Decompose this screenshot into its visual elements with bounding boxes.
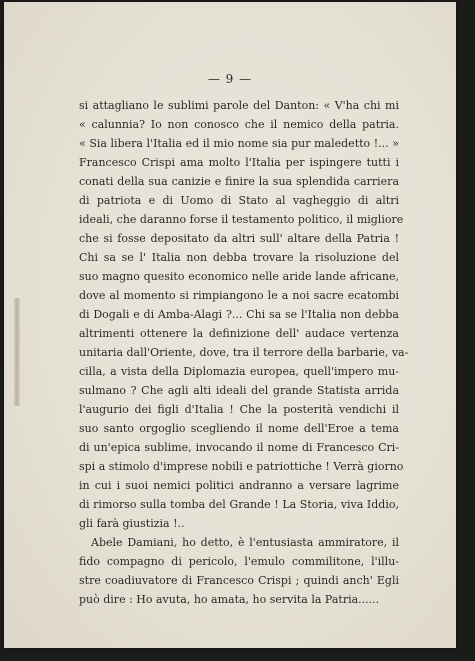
- book-page: [4, 2, 456, 648]
- body-text: [79, 96, 409, 609]
- text-line: dove al momento si rimpiangono le a noi sacre ecatombi: [79, 289, 399, 302]
- text-line: Chi sa se l' Italia non debba trovare la risoluzione del: [79, 251, 399, 264]
- text-line: di Dogali e di Amba-Alagi ?... Chi sa se l'Italia non debba: [79, 308, 399, 321]
- text-line: conati della sua canizie e finire la sua splendida carriera: [79, 175, 399, 188]
- text-line: suo magno quesito economico nelle aride lande africane,: [79, 270, 399, 283]
- text-line: di un'epica sublime, invocando il nome di Francesco Cri-: [79, 441, 399, 454]
- text-line: che si fosse depositato da altri sull' altare della Patria !: [79, 232, 399, 245]
- text-line: di patriota e di Uomo di Stato al vagheggio di altri: [79, 194, 399, 207]
- text-line: altrimenti ottenere la definizione dell' audace vertenza: [79, 327, 399, 340]
- text-line: fido compagno di pericolo, l'emulo commilitone, l'illu-: [79, 555, 399, 568]
- text-line: si attagliano le sublimi parole del Danton: « V'ha chi mi: [79, 99, 399, 112]
- text-line: può dire : Ho avuta, ho amata, ho servita la Patria......: [79, 593, 380, 606]
- text-line: cilla, a vista della Diplomazia europea, quell'impero mu-: [79, 365, 399, 378]
- text-line: in cui i suoi nemici politici andranno a versare lagrime: [79, 479, 399, 492]
- text-line: Francesco Crispi ama molto l'Italia per ispingere tutti i: [79, 156, 399, 169]
- page-number: — 9 —: [207, 72, 253, 86]
- page-fold-mark: [14, 298, 20, 406]
- text-line: ideali, che daranno forse il testamento politico, il migliore: [79, 213, 404, 226]
- text-line: stre coadiuvatore di Francesco Crispi ; quindi anch' Egli: [79, 574, 399, 587]
- text-line: di rimorso sulla tomba del Grande ! La Storia, viva Iddio,: [79, 498, 399, 511]
- text-line: sulmano ? Che agli alti ideali del grande Statista arrida: [79, 384, 399, 397]
- text-line: Abele Damiani, ho detto, è l'entusiasta ammiratore, il: [91, 536, 399, 549]
- text-line: spi a stimolo d'imprese nobili e patriottiche ! Verrà giorno: [79, 460, 404, 473]
- text-line: l'augurio dei figli d'Italia ! Che la posterità vendichi il: [79, 403, 399, 416]
- text-line: unitaria dall'Oriente, dove, tra il terrore della barbarie, va-: [79, 346, 409, 359]
- text-line: « calunnia? Io non conosco che il nemico della patria.: [79, 118, 399, 131]
- text-line: gli farà giustizia !..: [79, 517, 185, 530]
- text-line: suo santo orgoglio scegliendo il nome dell'Eroe a tema: [79, 422, 399, 435]
- text-line: « Sia libera l'Italia ed il mio nome sia pur maledetto !... »: [79, 137, 399, 150]
